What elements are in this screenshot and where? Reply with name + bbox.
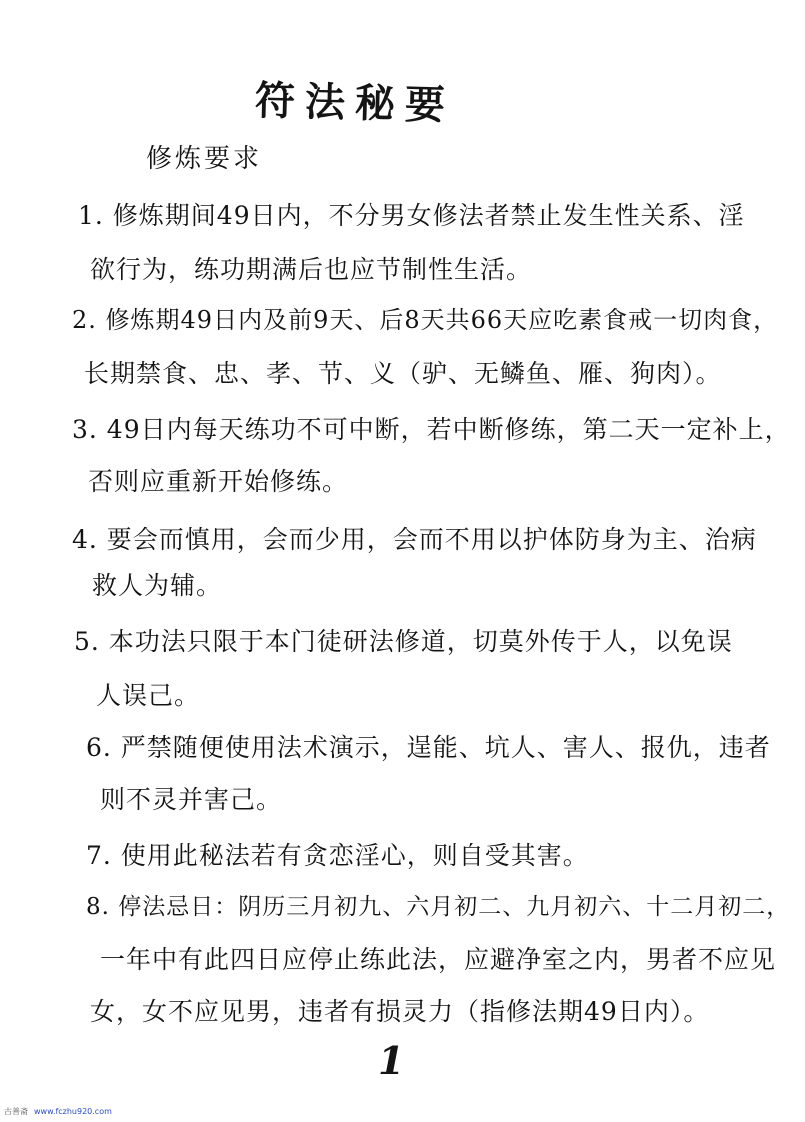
rule-8-line-2: 一年中有此四日应停止练此法，应避净室之内，男者不应见 — [100, 945, 777, 974]
rule-2-line-1: 2. 修炼期49日内及前9天、后8天共66天应吃素食戒一切肉食， — [72, 306, 779, 334]
page-title: 符法秘要 — [254, 76, 456, 130]
rule-5-line-2: 人误己。 — [96, 681, 201, 710]
site-url-link[interactable]: www.fczhu920.com — [34, 1107, 112, 1116]
rule-8-line-3: 女，女不应见男，违者有损灵力（指修法期49日内）。 — [90, 997, 710, 1026]
rule-4-line-1: 4. 要会而慎用，会而少用，会而不用以护体防身为主、治病 — [72, 525, 757, 554]
footer-watermark — [4, 1106, 112, 1117]
rule-3-line-1: 3. 49日内每天练功不可中断，若中断修练，第二天一定补上， — [72, 415, 791, 444]
rule-3-line-2: 否则应重新开始修练。 — [88, 467, 349, 496]
rule-5-line-1: 5. 本功法只限于本门徒研法修道，切莫外传于人，以免误 — [74, 627, 733, 656]
rule-1-line-2: 欲行为，练功期满后也应节制性生活。 — [90, 255, 533, 284]
site-name: 古善斋 — [4, 1107, 28, 1116]
rule-6-line-1: 6. 严禁随便使用法术演示，逞能、坑人、害人、报仇，违者 — [86, 733, 771, 762]
page-number: 1 — [378, 1038, 405, 1083]
rule-8-line-1: 8. 停法忌日：阴历三月初九、六月初二、九月初六、十二月初二， — [86, 894, 791, 920]
rule-1-line-1: 1. 修炼期间49日内，不分男女修法者禁止发生性关系、淫 — [78, 201, 745, 230]
rule-2-line-2: 长期禁食、忠、孝、节、义（驴、无鳞鱼、雁、狗肉）。 — [84, 359, 722, 388]
section-heading: 修炼要求 — [146, 144, 263, 174]
rule-4-line-2: 救人为辅。 — [92, 571, 223, 600]
rule-6-line-2: 则不灵并害己。 — [100, 785, 283, 814]
rule-7-line-1: 7. 使用此秘法若有贪恋淫心，则自受其害。 — [86, 841, 589, 870]
